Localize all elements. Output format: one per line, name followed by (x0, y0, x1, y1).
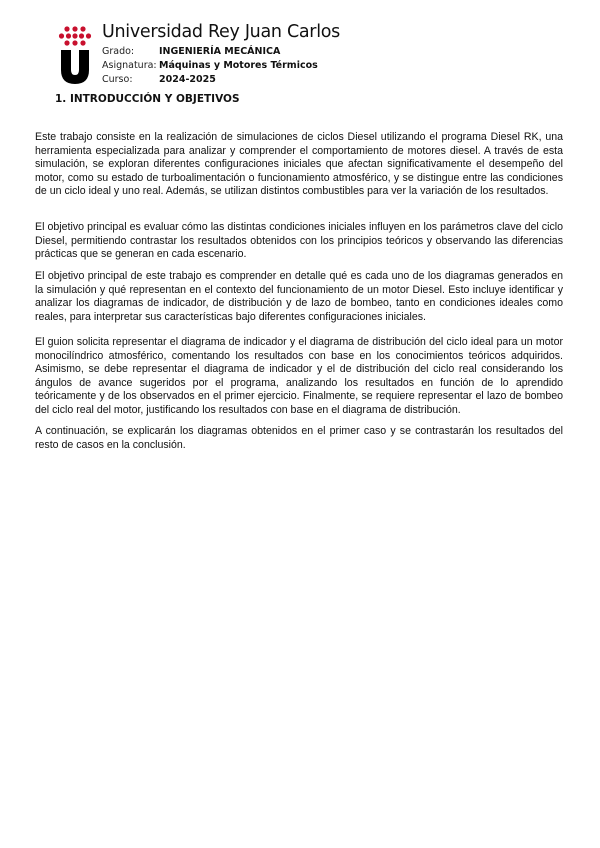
grado-value: INGENIERÍA MECÁNICA (159, 46, 281, 57)
paragraph-diagrams: El objetivo principal de este trabajo es comprender en detalle qué es cada uno de los diagramas generados en la simulación y qué representan en el contexto del funcionamiento de un motor Diesel. Esto incluye identificar y analizar los diagramas de indicador, de distribución y de lazo de bombeo, tanto en condiciones ideales como reales, para interpretar sus características bajo diferentes configuraciones iniciales. (35, 270, 563, 323)
asignatura-value: Máquinas y Motores Térmicos (159, 60, 318, 71)
asignatura-row (102, 59, 318, 71)
grado-label: Grado: (102, 46, 135, 57)
urjc-logo (58, 26, 92, 84)
curso-label: Curso: (102, 74, 133, 85)
paragraph-guion: El guion solicita representar el diagrama de indicador y el diagrama de distribución del ciclo ideal para un motor monocilíndrico atmosférico, comentando los resultados con base en los conocimientos teóricos adquiridos. Asimismo, se debe representar el diagrama de indicador y el de distribución del ciclo real considerando los ángulos de avance sugeridos por el programa, analizando los resultados en función de lo aprendido teóricamente y de los observados en el primer ejercicio. Finalmente, se requiere representar el lazo de bombeo del ciclo real del motor, justificando los resultados con base en el diagrama de distribución. (35, 336, 563, 416)
university-name: Universidad Rey Juan Carlos (102, 22, 340, 42)
urjc-logo-icon (58, 26, 92, 84)
grado-row (102, 45, 280, 57)
asignatura-label: Asignatura: (102, 60, 157, 71)
paragraph-objective: El objetivo principal es evaluar cómo las distintas condiciones iniciales influyen en los parámetros clave del ciclo Diesel, permitiendo contrastar los resultados obtenidos con los principios teóricos y observando las diferencias prácticas que se generan en cada escenario. (35, 221, 563, 261)
paragraph-continuation: A continuación, se explicarán los diagramas obtenidos en el primer caso y se contrastarán los resultados del resto de casos en la conclusión. (35, 425, 563, 451)
paragraph-intro: Este trabajo consiste en la realización de simulaciones de ciclos Diesel utilizando el programa Diesel RK, una herramienta especializada para analizar y comprender el comportamiento de motores diesel. A través de esta simulación, se exploran diferentes configuraciones iniciales que afectan significativamente el desempeño del motor, como su estado de turboalimentación o funcionamiento atmosférico, y se distingue entre las condiciones de un ciclo ideal y uno real. Además, se utilizan distintos combustibles para ver la variación de los resultados. (35, 131, 563, 198)
section-title: 1. INTRODUCCIÓN Y OBJETIVOS (55, 93, 240, 105)
curso-value: 2024-2025 (159, 74, 216, 85)
curso-row (102, 73, 216, 85)
